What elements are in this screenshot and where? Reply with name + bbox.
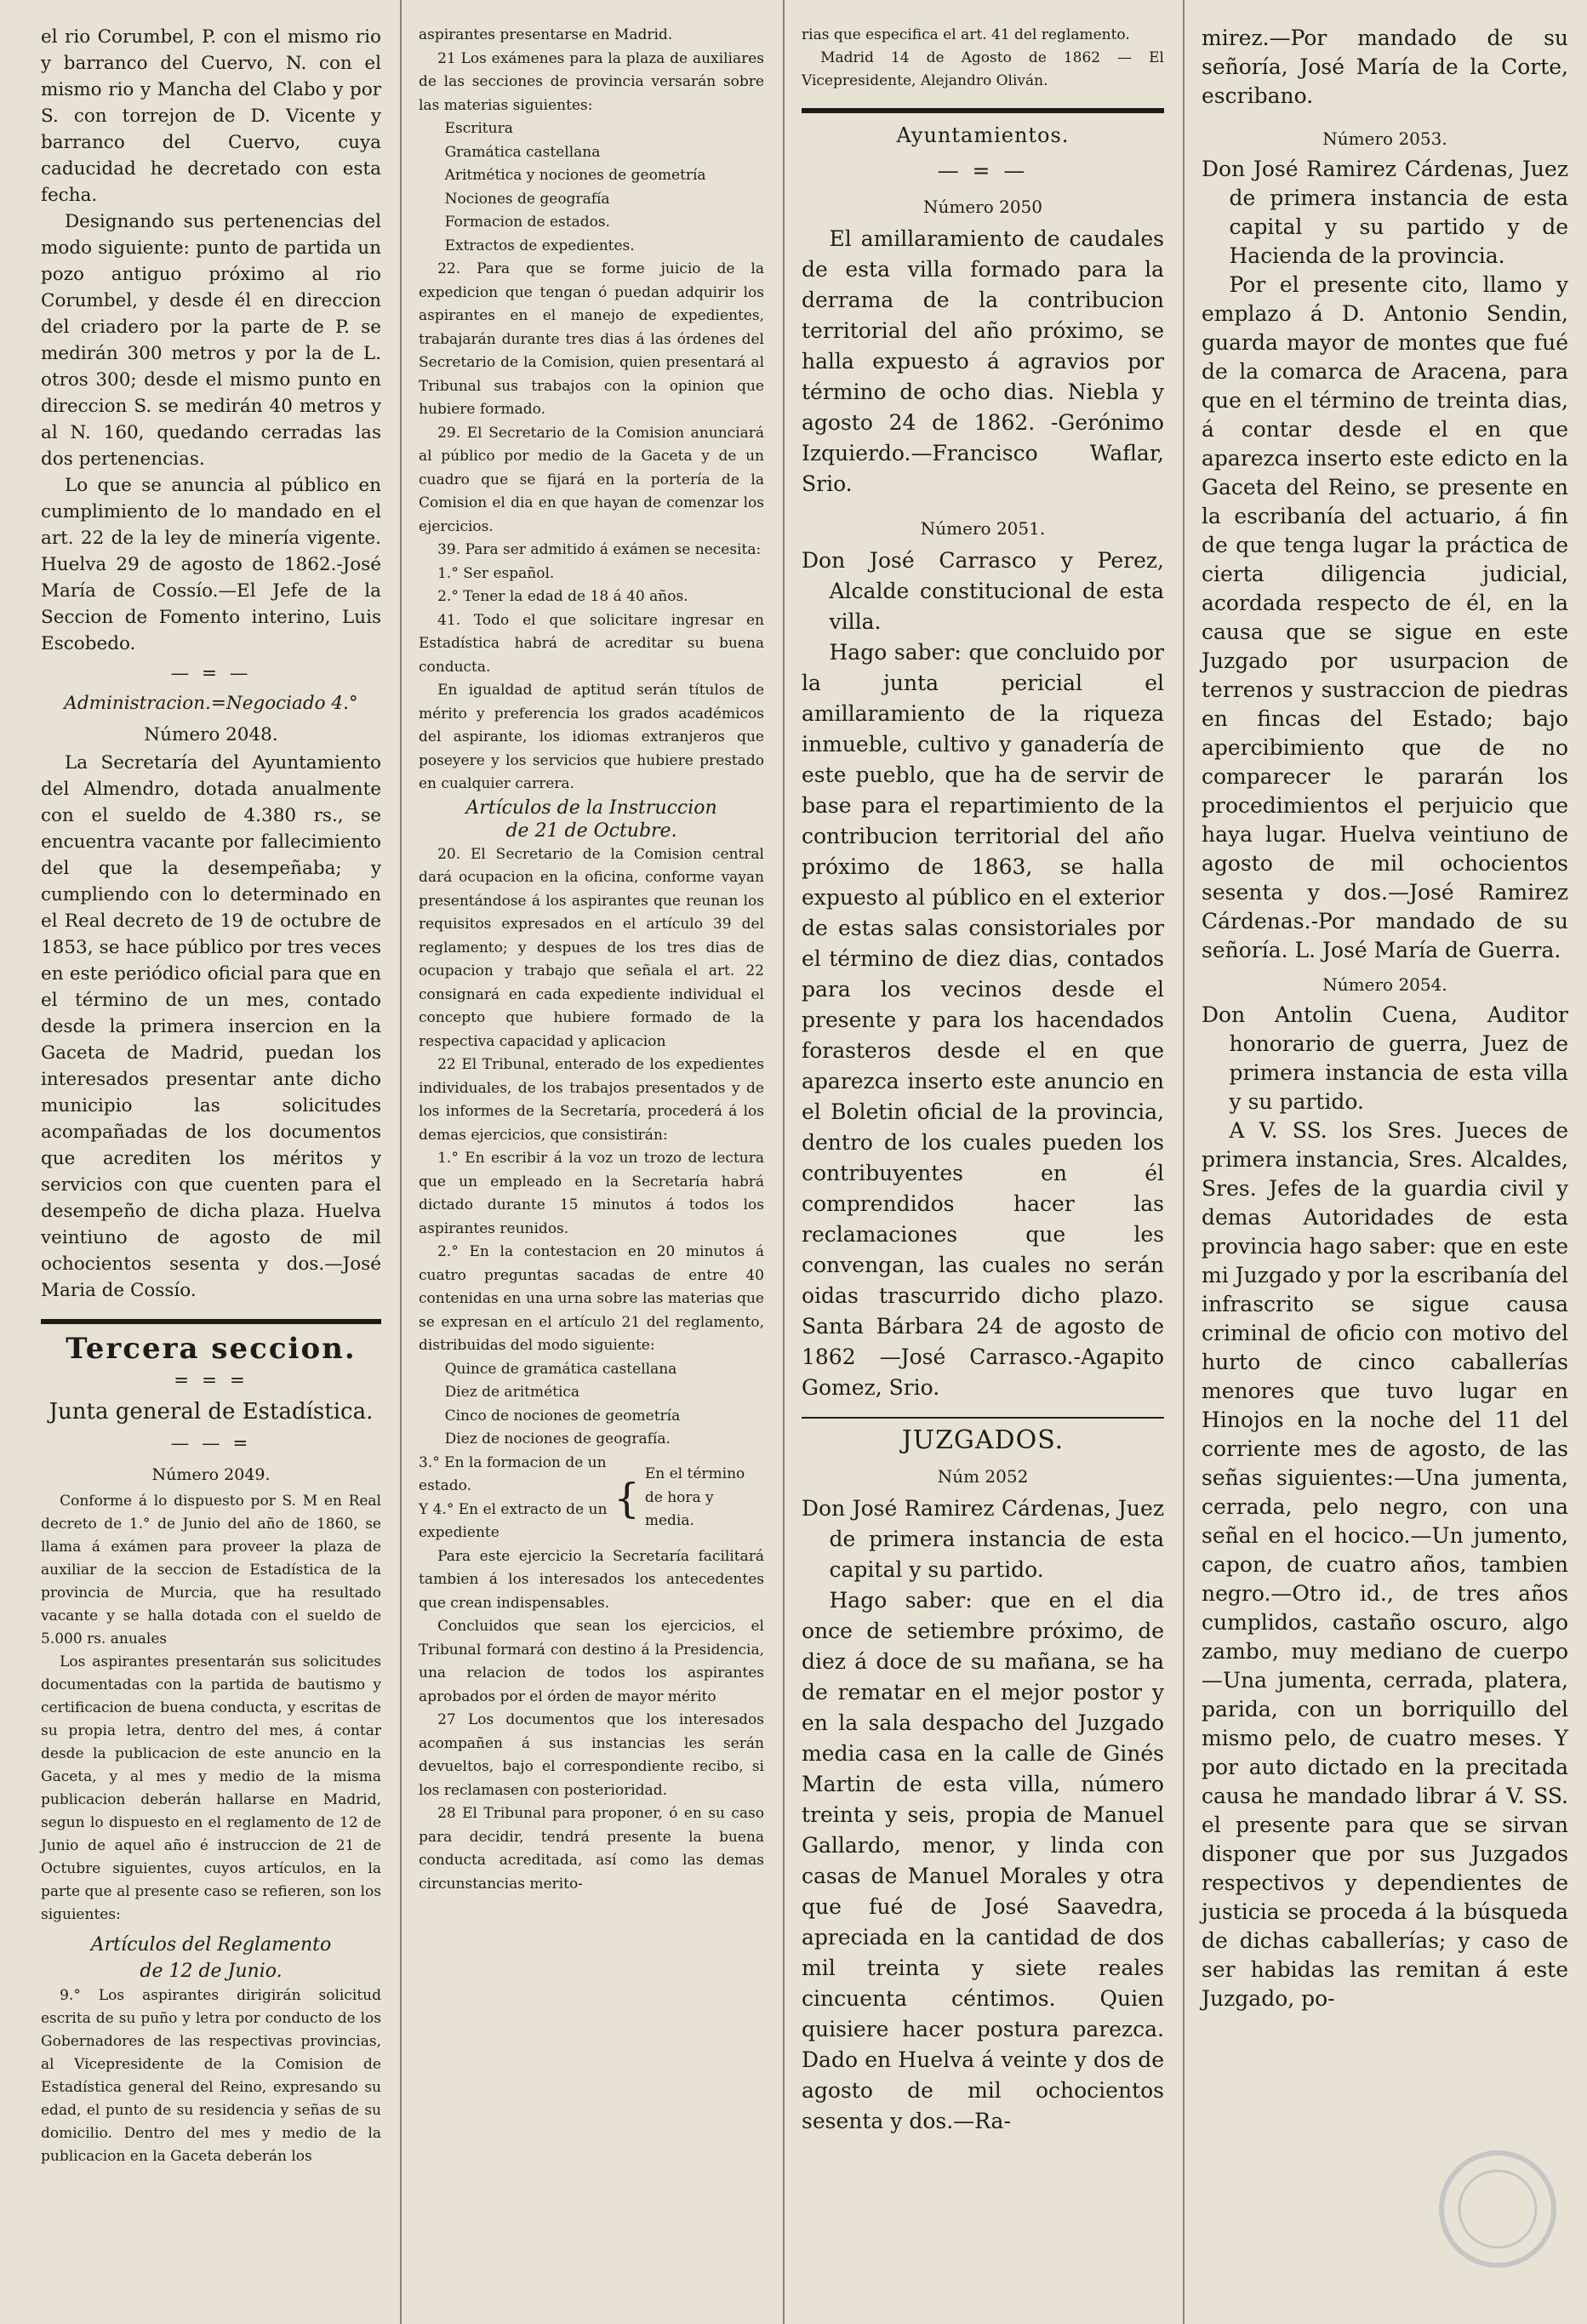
paragraph: Don Antolin Cuena, Auditor honorario de guerra, Juez de primera instancia de esta villa y su partido.: [1202, 1002, 1568, 1114]
paragraph: 21 Los exámenes para la plaza de auxiliares de las secciones de provincia versarán sobre las materias siguientes:: [419, 49, 764, 114]
notice-number: Número 2050: [922, 197, 1043, 217]
ornament-divider: — = —: [937, 158, 1029, 183]
section-heading: Ayuntamientos.: [896, 123, 1070, 147]
notice-number: Número 2049.: [151, 1465, 271, 1484]
column-rule: [1183, 0, 1185, 2324]
paragraph: 28 El Tribunal para proponer, ó en su caso para decidir, tendrá presente la buena conducta acreditada, así como las demas circunstancias merito-: [419, 1805, 764, 1893]
paragraph: rias que especifica el art. 41 del reglamento.: [802, 26, 1130, 43]
paragraph: 1.° En escribir á la voz un trozo de lectura que un empleado en la Secretaría habrá dictado durante 15 minutos á todos los aspirantes reunidos.: [419, 1150, 764, 1237]
column-2: [400, 0, 783, 2324]
list-item: Diez de aritmética: [444, 1384, 580, 1401]
paragraph: 27 Los documentos que los interesados acompañen á sus instancias les serán devueltos, bajo el correspondiente recibo, si los reclamasen con posterioridad.: [419, 1711, 764, 1799]
faded-stamp-icon: [1434, 2145, 1561, 2273]
column-3: [783, 0, 1183, 2324]
paragraph: Hago saber: que concluido por la junta pericial el amillaramiento de la riqueza inmueble, cultivo y ganadería de este pueblo, que ha de servir de base para el repartimiento de la contribucion territorial del año próximo de 1863, se halla expuesto al público en el exterior de estas salas consistoriales por el término de diez dias, contados para los vecinos desde el presente y para los hacendados forasteros desde el en que aparezca inserto este anuncio en el Boletin oficial de la provincia, dentro de los cuales pueden los contribuyentes en él comprendidos hacer las reclamaciones que les convengan, las cuales no serán oidas trascurrido dicho plazo. Santa Bárbara 24 de agosto de 1862 —José Carrasco.-Agapito Gomez, Srio.: [802, 640, 1164, 1400]
list-item: Formacion de estados.: [444, 214, 610, 231]
paragraph: 22 El Tribunal, enterado de los expedientes individuales, de los trabajos presentados y de los informes de la Secretaría, procederá á los demas ejercicios, que consistirán:: [419, 1056, 764, 1144]
section-title: Tercera seccion.: [66, 1332, 357, 1366]
paragraph: Hago saber: que en el dia once de setiembre próximo, de diez á doce de su mañana, se ha de rematar en el mejor postor y en la sala despacho del Juzgado media casa en la calle de Ginés Martin de esta villa, número treinta y seis, propia de Manuel Gallardo, menor, y linda con casas de Manuel Morales y otra que fué de José Saavedra, apreciada en la cantidad de dos mil treinta y siete reales cincuenta céntimos. Quien quisiere hacer postura parezca. Dado en Huelva á veinte y dos de agosto de mil ochocientos sesenta y dos.—Ra-: [802, 1588, 1164, 2133]
ornament-divider: = = =: [174, 1370, 248, 1391]
paragraph: Los aspirantes presentarán sus solicitudes documentadas con la partida de bautismo y certificacion de buena conducta, y escritas de su propia letra, dentro del mes, á contar desde la publicacion de este anuncio en la Gaceta, y al mes y medio de la misma publicacion deberán hallarse en Madrid, segun lo dispuesto en el reglamento de 12 de Junio de aquel año é instruccion de 21 de Octubre siguientes, cuyos artículos, en la parte que al presente caso se refieren, son los siguientes:: [41, 1653, 381, 1923]
paragraph: Lo que se anuncia al público en cumplimiento de lo mandado en el art. 22 de la ley de minería vigente. Huelva 29 de agosto de 1862.-José María de Cossío.—El Jefe de la Seccion de Fomento interino, Luis Escobedo.: [41, 475, 381, 654]
notice-number: Número 2054.: [1322, 974, 1447, 995]
brace-symbol: {: [614, 1474, 640, 1522]
ornament-divider: — — =: [170, 1433, 252, 1454]
paragraph: mirez.—Por mandado de su señoría, José María de la Corte, escribano.: [1202, 26, 1568, 108]
paragraph: Madrid 14 de Agosto de 1862 — El Vicepresidente, Alejandro Oliván.: [802, 49, 1164, 89]
bracket-left: [419, 1452, 608, 1545]
notice-number: Número 2048.: [144, 724, 278, 745]
exercise-item: 3.° En la formacion de un estado.: [419, 1453, 607, 1494]
list-item: Quince de gramática castellana: [444, 1360, 677, 1378]
section-rule: [41, 1319, 381, 1324]
paragraph: 22. Para que se forme juicio de la expedicion que tengan ó puedan adquirir los aspirantes en el manejo de expedientes, trabajarán durante tres dias á las órdenes del Secretario de la Comision, quien presentará al Tribunal sus trabajos con la opinion que hubiere formado.: [419, 260, 764, 418]
notice-number: Número 2051.: [920, 518, 1046, 539]
paragraph: Concluidos que sean los ejercicios, el Tribunal formará con destino á la Presidencia, una relacion de todos los aspirantes aprobados por el órden de mayor mérito: [419, 1618, 764, 1705]
subheading: Artículos del Reglamento: [90, 1934, 332, 1956]
column-rule: [783, 0, 785, 2324]
requirement: 2.° Tener la edad de 18 á 40 años.: [437, 588, 688, 605]
paragraph: Don José Ramirez Cárdenas, Juez de primera instancia de esta capital y su partido.: [802, 1496, 1164, 1582]
requirement: 1.° Ser español.: [437, 564, 555, 582]
paragraph: En igualdad de aptitud serán títulos de mérito y preferencia los grados académicos del aspirante, los idiomas extranjeros que poseyere y los servicios que hubiere prestado en cualquier carrera.: [419, 682, 764, 792]
paragraph: Conforme á lo dispuesto por S. M en Real decreto de 1.° de Junio del año de 1860, se llama á exámen para proveer la plaza de auxiliar de la seccion de Estadística de la provincia de Murcia, que ha resultado vacante y se halla dotada con el sueldo de 5.000 rs. anuales: [41, 1493, 381, 1647]
list-item: Aritmética y nociones de geometría: [444, 167, 706, 184]
paragraph: Don José Ramirez Cárdenas, Juez de primera instancia de esta capital y su partido y de Hacienda de la provincia.: [1202, 157, 1568, 268]
bracket-right: En el término de hora y media.: [644, 1465, 745, 1530]
column-1: [0, 0, 400, 2324]
paragraph: Don José Carrasco y Perez, Alcalde constitucional de esta villa.: [802, 548, 1164, 634]
subject-list: [419, 117, 764, 258]
paragraph: 39. Para ser admitido á exámen se necesita:: [437, 541, 762, 558]
section-rule: [802, 108, 1164, 113]
list-item: Nociones de geografía: [444, 190, 610, 208]
list-item: Escritura: [444, 120, 513, 137]
subheading: de 21 de Octubre.: [505, 820, 677, 842]
list-item: Gramática castellana: [444, 143, 601, 161]
subheading: de 12 de Junio.: [140, 1961, 283, 1982]
paragraph: 41. Todo el que solicitare ingresar en Estadística habrá de acreditar su buena conducta.: [419, 611, 764, 676]
agency-heading: Junta general de Estadística.: [49, 1399, 374, 1425]
list-item: Extractos de expedientes.: [444, 237, 635, 254]
bracket-group: [419, 1452, 764, 1545]
section-rule: [802, 1417, 1164, 1419]
paragraph: El amillaramiento de caudales de esta villa formado para la derrama de la contribucion territorial del año próximo, se halla expuesto á agravios por término de ocho dias. Niebla y agosto 24 de 1862. -Gerónimo Izquierdo.—Francisco Waflar, Srio.: [802, 226, 1164, 496]
paragraph: 9.° Los aspirantes dirigirán solicitud escrita de su puño y letra por conducto de los Gobernadores de las respectivas provincias, al Vicepresidente de la Comision de Estadística general del Reino, expresando su edad, el punto de su residencia y señas de su domicilio. Dentro del mes y medio de la publicacion en la Gaceta deberán los: [41, 1987, 381, 2165]
notice-number: Número 2053.: [1322, 128, 1447, 149]
paragraph: aspirantes presentarse en Madrid.: [419, 26, 673, 43]
list-item: Diez de nociones de geografía.: [444, 1430, 671, 1448]
paragraph: Designando sus pertenencias del modo siguiente: punto de partida un pozo antiguo próximo al rio Corumbel, y desde él en direccion del criadero por la parte de P. se medirán 300 metros y por la de L. otros 300; desde el mismo punto en direccion S. se medirán 40 metros y al N. 160, quedando cerradas las dos pertenencias.: [41, 211, 381, 470]
paragraph: Para este ejercicio la Secretaría facilitará tambien á los interesados los antecedentes que crean indispensables.: [419, 1547, 764, 1612]
subheading: Artículos de la Instruccion: [465, 797, 717, 819]
notice-number: Núm 2052: [937, 1466, 1029, 1487]
paragraph: A V. SS. los Sres. Jueces de primera instancia, Sres. Alcaldes, Sres. Jefes de la guardia civil y demas Autoridades de esta provincia hago saber: que en este mi Juzgado y por la escribanía del infrascrito se sigue causa criminal de oficio con motivo del hurto de cinco caballerías menores que tuvo lugar en Hinojos en la noche del 11 del corriente mes de agosto, de las señas siguientes:—Una jumenta, cerrada, pelo negro, con una señal en el hocico.—Un jumento, capon, de cuatro años, tambien negro.—Otro id., de tres años cumplidos, castaño oscuro, algo zambo, muy mediano de cuerpo —Una jumenta, cerrada, platera, parida, con un borriquillo del mismo pelo, de cuatro meses. Y por auto dictado en la precitada causa he mandado librar á V. SS. el presente para que se sirvan disponer que por sus Juzgados respectivos y dependientes de justicia se proceda á la búsqueda de dichas caballerías; y caso de ser habidas las remitan á este Juzgado, po-: [1202, 1118, 1568, 2011]
exercise-item: Y 4.° En el extracto de un expediente: [419, 1500, 608, 1541]
paragraph: La Secretaría del Ayuntamiento del Almendro, dotada anualmente con el sueldo de 4.380 rs., se encuentra vacante por fallecimiento del que la desempeñaba; y cumpliendo con lo determinado en el Real decreto de 19 de octubre de 1853, se hace público por tres veces en este periódico oficial para que en el término de un mes, contado desde la primera insercion en la Gaceta de Madrid, puedan los interesados presentar ante dicho municipio las solicitudes acompañadas de los documentos que acrediten los méritos y servicios con que cuenten para el desempeño de dicha plaza. Huelva veintiuno de agosto de mil ochocientos sesenta y dos.—José Maria de Cossío.: [41, 752, 381, 1301]
question-distribution-list: [419, 1358, 764, 1452]
section-heading: JUZGADOS.: [901, 1425, 1065, 1455]
paragraph: Por el presente cito, llamo y emplazo á D. Antonio Sendin, guarda mayor de montes que fué de la comarca de Aracena, para que en el término de treinta dias, á contar desde el en que aparezca inserto este edicto en la Gaceta del Reino, se presente en la escribanía del actuario, á fin de que tenga lugar la práctica de cierta diligencia judicial, acordada respecto de él, en la causa que se sigue en este Juzgado por usurpacion de terrenos y sustraccion de piedras en fincas del Estado; bajo apercibimiento que de no comparecer le pararán los procedimientos el perjuicio que haya lugar. Huelva veintiuno de agosto de mil ochocientos sesenta y dos.—José Ramirez Cárdenas.-Por mandado de su señoría. L. José María de Guerra.: [1202, 272, 1568, 962]
paragraph: 20. El Secretario de la Comision central dará ocupacion en la oficina, conforme vayan presentándose á los aspirantes que reunan los requisitos expresados en el artículo 39 del reglamento; y despues de los tres dias de ocupacion y trabajo que señala el art. 22 consignará en cada expediente individual el concepto que hubiere formado de la respectiva capacidad y aplicacion: [419, 845, 764, 1050]
paragraph: 2.° En la contestacion en 20 minutos á cuatro preguntas sacadas de entre 40 contenidas en una urna sobre las materias que se expresan en el artículo 21 del reglamento, distribuidas del modo siguiente:: [419, 1243, 764, 1354]
column-4: [1183, 0, 1587, 2324]
department-heading: Administracion.=Negociado 4.°: [64, 693, 358, 714]
ornament-divider: — = —: [170, 663, 252, 684]
list-item: Cinco de nociones de geometría: [444, 1407, 681, 1425]
column-rule: [400, 0, 402, 2324]
paragraph: el rio Corumbel, P. con el mismo rio y barranco del Cuervo, N. con el mismo rio y Mancha del Clabo y por S. con torrejon de D. Vicente y barranco del Cuervo, cuya caducidad he decretado con esta fecha.: [41, 26, 381, 206]
paragraph: 29. El Secretario de la Comision anunciará al público por medio de la Gaceta y de un cuadro que se fijará en la portería de la Comision el dia en que hayan de comenzar los ejercicios.: [419, 424, 764, 535]
